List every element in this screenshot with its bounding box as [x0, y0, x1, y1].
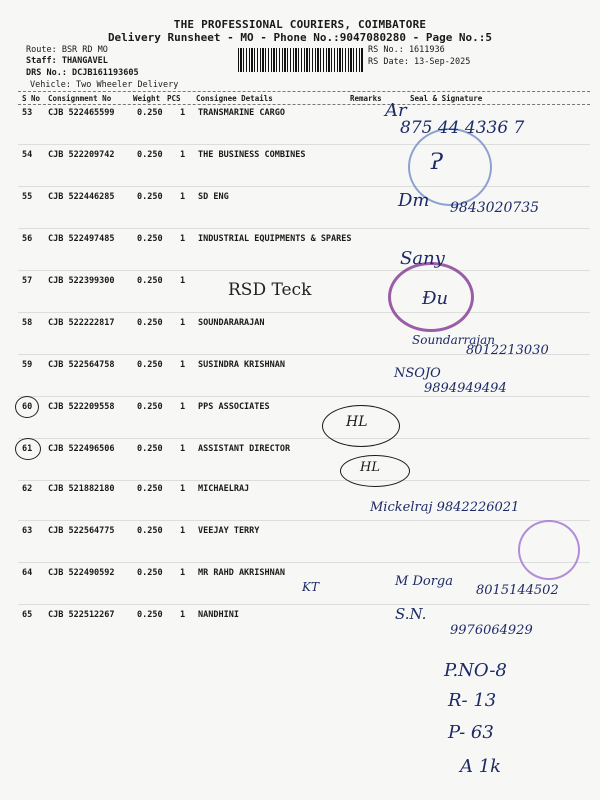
row-pcs: 1	[180, 444, 186, 454]
handwriting-58-phone: 8012213030	[466, 343, 549, 358]
row-divider	[18, 604, 590, 605]
row-sno: 65	[22, 610, 33, 620]
row-weight: 0.250	[137, 444, 163, 454]
handwriting-59-phone: 9894949494	[424, 381, 507, 396]
row-pcs: 1	[180, 610, 186, 620]
row-consignment-no: CJB 522490592	[48, 568, 115, 578]
row-divider	[18, 228, 590, 229]
handwriting-65-initials: S.N.	[395, 605, 427, 623]
signature-54: Ɂ	[430, 150, 443, 175]
handwriting-64-phone: 8015144502	[476, 583, 559, 598]
row-divider	[18, 480, 590, 481]
row-consignment-no: CJB 522209558	[48, 402, 115, 412]
row-divider	[18, 270, 590, 271]
row-weight: 0.250	[137, 568, 163, 578]
barcode	[238, 48, 364, 72]
row-sno: 63	[22, 526, 33, 536]
row-consignee: TRANSMARINE CARGO	[198, 108, 285, 118]
circle-mark-60	[15, 396, 39, 418]
row-divider	[18, 312, 590, 313]
row-pcs: 1	[180, 150, 186, 160]
handwriting-53: 875 44 4336 7	[400, 118, 525, 138]
row-pcs: 1	[180, 402, 186, 412]
row-consignment-no: CJB 521882180	[48, 484, 115, 494]
handwriting-58-name: Soundarrajan	[412, 333, 495, 347]
col-consignee: Consignee Details	[196, 94, 273, 103]
row-pcs: 1	[180, 568, 186, 578]
handwriting-65-phone: 9976064929	[450, 623, 533, 638]
row-sno: 61	[22, 444, 33, 454]
row-sno: 62	[22, 484, 33, 494]
row-consignee: THE BUSINESS COMBINES	[198, 150, 306, 160]
row-divider	[18, 144, 590, 145]
row-sno: 64	[22, 568, 33, 578]
handwriting-62: Mickelraj 9842226021	[370, 500, 520, 515]
row-weight: 0.250	[137, 192, 163, 202]
row-consignee: SD ENG	[198, 192, 229, 202]
row-weight: 0.250	[137, 360, 163, 370]
row-divider	[18, 438, 590, 439]
row-weight: 0.250	[137, 108, 163, 118]
route-label: Route: BSR RD MO	[26, 45, 108, 55]
row-consignment-no: CJB 522497485	[48, 234, 115, 244]
row-consignment-no: CJB 522465599	[48, 108, 115, 118]
row-consignment-no: CJB 522512267	[48, 610, 115, 620]
handwriting-57: RSD Teck	[228, 280, 312, 300]
row-consignee: MICHAELRAJ	[198, 484, 250, 494]
row-pcs: 1	[180, 108, 186, 118]
staff-label: Staff: THANGAVEL	[26, 56, 108, 66]
row-consignee: ASSISTANT DIRECTOR	[198, 444, 291, 454]
row-weight: 0.250	[137, 318, 163, 328]
row-consignment-no: CJB 522222817	[48, 318, 115, 328]
row-weight: 0.250	[137, 526, 163, 536]
note-signoff: A 1k	[460, 756, 502, 777]
note-pno: P.NO-8	[444, 660, 507, 681]
row-weight: 0.250	[137, 234, 163, 244]
row-divider	[18, 562, 590, 563]
runsheet-subtitle: Delivery Runsheet - MO - Phone No.:9047080280 - Page No.:5	[107, 31, 493, 44]
row-weight: 0.250	[137, 276, 163, 286]
header-bottom-rule	[18, 104, 590, 105]
vehicle-label: Vehicle: Two Wheeler Delivery	[30, 80, 179, 90]
rs-number: RS No.: 1611936	[368, 45, 445, 55]
row-sno: 53	[22, 108, 33, 118]
row-pcs: 1	[180, 526, 186, 536]
signature-53: Ar	[385, 100, 407, 121]
col-remarks: Remarks	[350, 94, 382, 103]
row-consignee: SUSINDRA KRISHNAN	[198, 360, 285, 370]
row-pcs: 1	[180, 192, 186, 202]
row-pcs: 1	[180, 276, 186, 286]
row-consignment-no: CJB 522564775	[48, 526, 115, 536]
row-consignee: INDUSTRIAL EQUIPMENTS & SPARES	[198, 234, 352, 244]
row-weight: 0.250	[137, 150, 163, 160]
row-consignment-no: CJB 522209742	[48, 150, 115, 160]
row-consignee: VEEJAY TERRY	[198, 526, 260, 536]
rs-date: RS Date: 13-Sep-2025	[368, 57, 471, 67]
row-pcs: 1	[180, 484, 186, 494]
row-pcs: 1	[180, 318, 186, 328]
row-sno: 54	[22, 150, 33, 160]
row-sno: 60	[22, 402, 33, 412]
row-consignee: PPS ASSOCIATES	[198, 402, 270, 412]
row-divider	[18, 396, 590, 397]
handwriting-60: HL	[346, 414, 368, 430]
row-pcs: 1	[180, 360, 186, 370]
row-pcs: 1	[180, 234, 186, 244]
row-consignee: SOUNDARARAJAN	[198, 318, 265, 328]
row-weight: 0.250	[137, 402, 163, 412]
row-sno: 59	[22, 360, 33, 370]
handwriting-64-name: M Dorga	[395, 574, 453, 589]
row-consignment-no: CJB 522564758	[48, 360, 115, 370]
signature-55: Dm	[398, 190, 430, 211]
handwriting-55: 9843020735	[450, 200, 540, 216]
row-consignment-no: CJB 522446285	[48, 192, 115, 202]
drs-label: DRS No.: DCJB161193605	[26, 68, 139, 78]
header-top-rule	[18, 91, 590, 92]
col-consignment: Consignment No	[48, 94, 112, 103]
signature-57: Ðu	[422, 288, 449, 309]
handwriting-61: HL	[360, 460, 380, 475]
row-divider	[18, 186, 590, 187]
row-sno: 57	[22, 276, 33, 286]
row-consignee: NANDHINI	[198, 610, 239, 620]
circle-mark-61	[15, 438, 41, 460]
col-pcs: PCS	[167, 94, 181, 103]
col-weight: Weight	[133, 94, 161, 103]
company-title: THE PROFESSIONAL COURIERS, COIMBATORE	[173, 18, 427, 31]
col-seal-signature: Seal & Signature	[410, 94, 483, 103]
note-r: R- 13	[448, 690, 497, 711]
row-consignment-no: CJB 522399300	[48, 276, 115, 286]
row-sno: 58	[22, 318, 33, 328]
row-weight: 0.250	[137, 484, 163, 494]
row-weight: 0.250	[137, 610, 163, 620]
col-sno: S No	[22, 94, 41, 103]
row-consignee: MR RAHD AKRISHNAN	[198, 568, 285, 578]
row-divider	[18, 520, 590, 521]
row-sno: 55	[22, 192, 33, 202]
handwriting-64-mark: KT	[302, 580, 319, 594]
row-consignment-no: CJB 522496506	[48, 444, 115, 454]
handwriting-59-name: NSOJO	[394, 366, 441, 381]
note-p: P- 63	[448, 722, 494, 743]
signature-56: Sany	[400, 248, 445, 269]
seal-stamp-violet	[518, 520, 580, 580]
row-sno: 56	[22, 234, 33, 244]
